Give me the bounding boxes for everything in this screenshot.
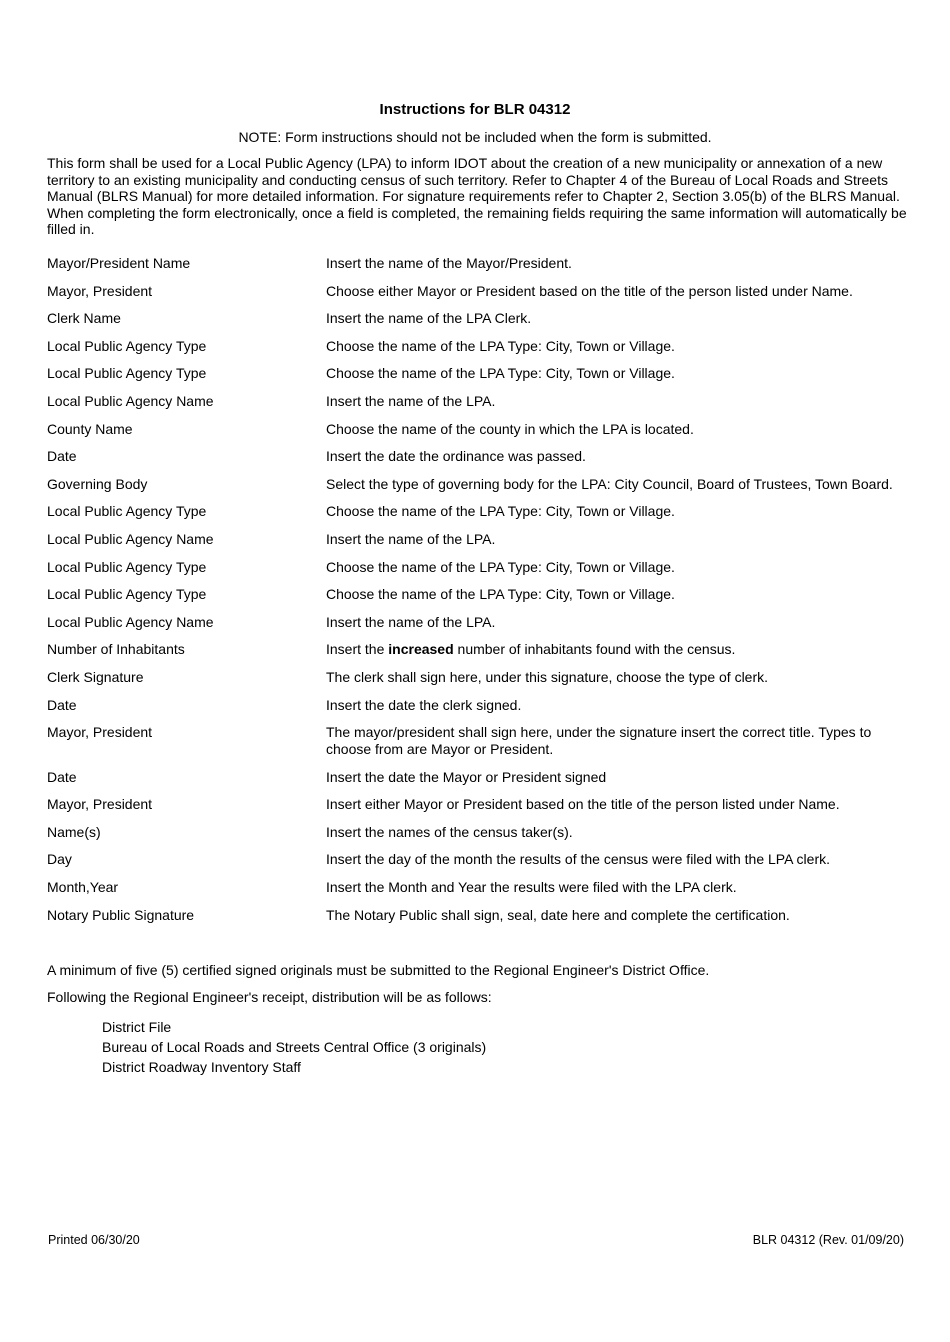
table-row [47,365,907,393]
page-title: Instructions for BLR 04312 [379,101,571,118]
field-description: Select the type of governing body for the LPA: City Council, Board of Trustees, Town Board. [326,475,893,492]
field-label: Name(s) [47,823,101,840]
list-item: District Roadway Inventory Staff [102,1059,301,1075]
table-row [47,669,907,697]
table-row [47,697,907,725]
field-description: Choose either Mayor or President based on the title of the person listed under Name. [326,282,853,299]
table-row [47,503,907,531]
field-description: Insert the name of the LPA. [326,392,496,409]
field-description: Choose the name of the LPA Type: City, Town or Village. [326,558,675,575]
intro-paragraph: This form shall be used for a Local Public Agency (LPA) to inform IDOT about the creation of a new municipality or annexation of a new territory to an existing municipality and conducting census of such territory. Refer to Chapter 4 of the Bureau of Local Roads and Streets Manual (BLRS Manual) for more detailed information. For signature requirements refer to Chapter 2, Section 3.05(b) of the BLRS Manual. When completing the form electronically, once a field is completed, the remaining fields requiring the same information will automatically be filled in. [47,155,907,237]
field-label: Local Public Agency Type [47,586,207,603]
table-row [47,614,907,642]
table-row [47,255,907,283]
table-row [47,531,907,559]
field-description: Insert the date the Mayor or President signed [326,768,607,785]
field-description: Insert the date the ordinance was passed. [326,448,586,465]
field-label: Local Public Agency Type [47,503,207,520]
field-description: Insert the name of the LPA Clerk. [326,310,532,327]
table-row [47,824,907,852]
desc-text: Insert the [326,641,389,658]
table-row [47,338,907,366]
table-row [47,448,907,476]
table-row [47,310,907,338]
field-label: Local Public Agency Name [47,392,214,409]
table-row [47,283,907,311]
field-label: Governing Body [47,475,148,492]
table-row [47,586,907,614]
desc-text: number of inhabitants found with the census. [453,641,736,658]
field-label: Mayor, President [47,796,153,813]
field-description: Choose the name of the LPA Type: City, Town or Village. [326,337,675,354]
field-label: Date [47,696,77,713]
field-description: Choose the name of the county in which the LPA is located. [326,420,694,437]
field-label: Date [47,448,77,465]
list-item: District File [102,1019,172,1035]
table-row [47,769,907,797]
field-description: Choose the name of the LPA Type: City, Town or Village. [326,365,675,382]
field-label: Clerk Name [47,310,121,327]
field-label: Local Public Agency Type [47,337,207,354]
field-label: Clerk Signature [47,668,144,685]
table-row [47,393,907,421]
table-row [47,796,907,824]
field-label: County Name [47,420,133,437]
field-description: Choose the name of the LPA Type: City, Town or Village. [326,586,675,603]
table-row [47,559,907,587]
field-description: Insert either Mayor or President based on the title of the person listed under Name. [326,796,840,813]
field-label: Month,Year [47,878,119,895]
field-description: Insert the name of the Mayor/President. [326,255,572,271]
field-label: Notary Public Signature [47,906,195,923]
submission-note: A minimum of five (5) certified signed originals must be submitted to the Regional Engineer's District Office. [47,962,710,978]
desc-emphasis: increased [388,641,454,658]
field-description: The mayor/president shall sign here, under the signature insert the correct title. Types to choose from are Mayor or President. [326,724,872,757]
field-label: Local Public Agency Type [47,365,207,382]
table-row [47,421,907,449]
field-label: Day [47,851,72,868]
table-row [47,641,907,669]
form-note: NOTE: Form instructions should not be included when the form is submitted. [238,129,712,145]
distribution-list [102,1017,486,1077]
field-description: The clerk shall sign here, under this signature, choose the type of clerk. [326,668,769,685]
field-label: Mayor, President [47,282,153,299]
table-row [47,907,907,935]
field-description [326,641,901,669]
list-item: Bureau of Local Roads and Streets Central Office (3 originals) [102,1039,487,1055]
field-label: Local Public Agency Type [47,558,207,575]
field-description: Insert the day of the month the results of the census were filed with the LPA clerk. [326,851,831,868]
printed-date: Printed 06/30/20 [48,1233,140,1247]
field-description: Insert the date the clerk signed. [326,696,522,713]
field-label: Local Public Agency Name [47,530,214,547]
field-label: Date [47,768,77,785]
field-description: Choose the name of the LPA Type: City, Town or Village. [326,503,675,520]
field-label: Number of Inhabitants [47,641,185,658]
form-id: BLR 04312 (Rev. 01/09/20) [752,1233,904,1247]
field-label: Local Public Agency Name [47,613,214,630]
table-row [47,851,907,879]
instructions-table [47,255,907,934]
table-row [47,724,907,769]
field-description: Insert the name of the LPA. [326,530,496,547]
table-row [47,476,907,504]
field-description: Insert the names of the census taker(s). [326,823,573,840]
field-description: Insert the name of the LPA. [326,613,496,630]
field-description: Insert the Month and Year the results were filed with the LPA clerk. [326,878,737,895]
field-label: Mayor/President Name [47,255,191,271]
field-label: Mayor, President [47,724,153,741]
field-description: The Notary Public shall sign, seal, date here and complete the certification. [326,906,790,923]
distribution-intro: Following the Regional Engineer's receipt, distribution will be as follows: [47,989,492,1005]
table-row [47,879,907,907]
